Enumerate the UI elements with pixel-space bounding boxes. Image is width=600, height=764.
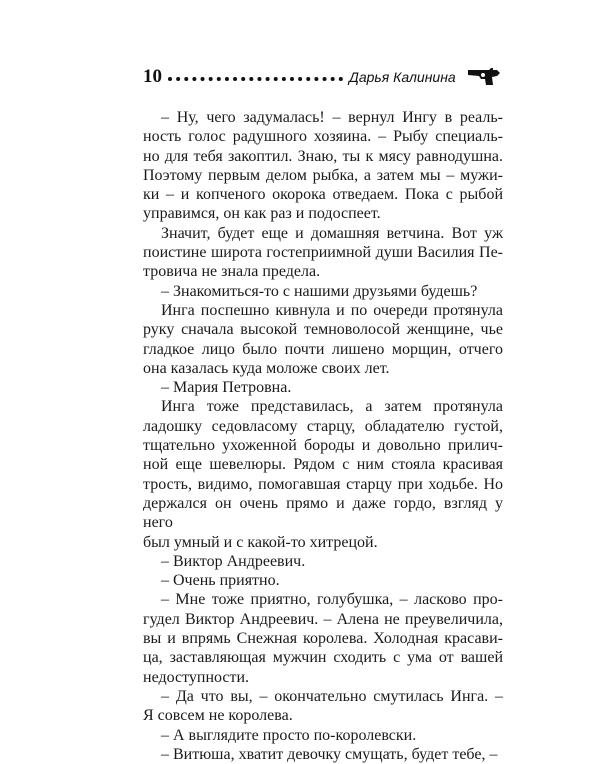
text-line: – Мария Петровна. (161, 379, 292, 397)
text-line: ки – и копченого окорока отведаем. Пока с рыбой (143, 186, 503, 204)
paragraph (143, 282, 503, 301)
text-line: ца, заставляющая мужчин сходить с ума от вашей (143, 649, 503, 667)
text-line: – Мне тоже приятно, голубушка, – ласково про- (161, 591, 503, 609)
text-line: – Витюша, хватит девочку смущать, будет тебе, – (161, 745, 498, 763)
paragraph (143, 224, 503, 282)
paragraph (143, 590, 503, 686)
text-line: Я совсем не королева. (143, 707, 293, 725)
revolver-icon (467, 67, 501, 87)
text-line: Инга поспешно кивнула и по очереди протянула (161, 301, 503, 319)
paragraph (143, 571, 503, 590)
page-number: 10 (143, 66, 162, 87)
paragraph (143, 687, 503, 726)
text-line: – А выглядите просто по-королевски. (161, 726, 417, 744)
text-line: тровича не знала предела. (143, 263, 321, 281)
text-line: – Ну, чего задумалась! – вернул Ингу в реаль- (161, 109, 503, 126)
text-line: она казалась куда моложе своих лет. (143, 359, 390, 377)
header-dotted-rule (168, 77, 343, 81)
paragraph (143, 552, 503, 571)
text-line: был умный и с какой-то хитрецой. (143, 533, 378, 551)
text-line: ность голос радушного хозяина. – Рыбу специаль- (143, 128, 503, 146)
text-line: – Знакомиться-то с нашими друзьями будешь? (161, 282, 478, 300)
paragraph (143, 745, 503, 764)
text-line: трость, видимо, помогавшая старцу при ходьбе. Но (143, 475, 503, 493)
text-line: ладошку седовласому старцу, обладателю густой, (143, 417, 503, 435)
paragraph (143, 397, 503, 551)
header-author: Дарья Калинина (349, 69, 456, 85)
running-header (143, 66, 503, 88)
text-line: но для тебя закоптил. Знаю, ты к мясу равнодушна. (143, 147, 503, 165)
text-line: тщательно ухоженной бороды и довольно прилич- (143, 437, 503, 455)
text-line: гладкое лицо было почти лишено морщин, отчего (143, 340, 503, 358)
text-line: – Виктор Андреевич. (161, 552, 306, 570)
text-line: Инга тоже представилась, а затем протянула (161, 398, 503, 416)
paragraph (143, 726, 503, 745)
text-line: ной еще шевелюры. Рядом с ним стояла красивая (143, 456, 503, 474)
text-line: – Да что вы, – окончательно смутилась Инга. – (161, 687, 503, 705)
text-line: Значит, будет еще и домашняя ветчина. Вот уж (161, 224, 503, 242)
text-line: Поэтому первым делом рыбка, а затем мы – мужи- (143, 166, 503, 184)
text-line: недоступности. (143, 668, 250, 686)
text-line: поистине широта гостеприимной души Василия Пе- (143, 244, 503, 262)
text-line: – Очень приятно. (161, 572, 280, 590)
text-line: управимся, он как раз и подоспеет. (143, 205, 381, 223)
text-line: вы и впрямь Снежная королева. Холодная красави- (143, 630, 503, 648)
paragraph (143, 378, 503, 397)
text-line: гудел Виктор Андреевич. – Алена не преувеличила, (143, 610, 503, 628)
paragraph (143, 301, 503, 378)
paragraph (143, 108, 503, 224)
body-text (143, 108, 503, 764)
text-line: руку сначала высокой темноволосой женщине, чье (143, 321, 503, 339)
text-line: держался он очень прямо и даже гордо, взгляд у него (143, 494, 503, 532)
